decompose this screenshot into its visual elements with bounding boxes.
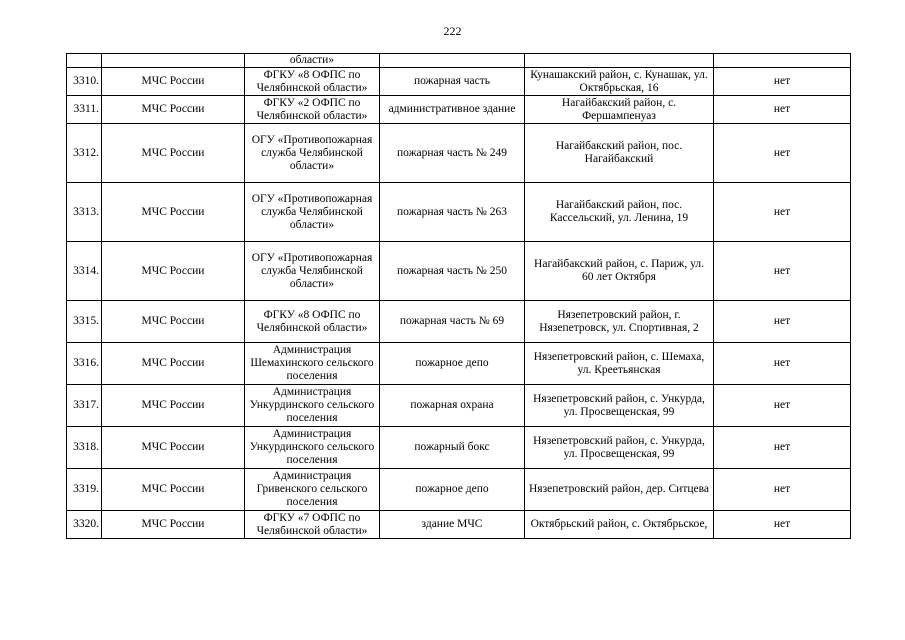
cell-agency: МЧС России	[102, 385, 245, 427]
cell-number	[67, 54, 102, 68]
cell-organization: Администрация Шемахинского сельского поселения	[245, 343, 380, 385]
table-row	[67, 511, 851, 539]
cell-object: пожарное депо	[380, 343, 525, 385]
cell-number: 3319.	[67, 469, 102, 511]
cell-object: пожарное депо	[380, 469, 525, 511]
cell-status: нет	[714, 343, 851, 385]
table-row	[67, 183, 851, 242]
cell-agency: МЧС России	[102, 511, 245, 539]
cell-object	[380, 54, 525, 68]
cell-status: нет	[714, 301, 851, 343]
cell-number: 3313.	[67, 183, 102, 242]
table-row	[67, 427, 851, 469]
cell-status: нет	[714, 511, 851, 539]
table-row	[67, 242, 851, 301]
cell-number: 3317.	[67, 385, 102, 427]
cell-status: нет	[714, 124, 851, 183]
cell-status: нет	[714, 96, 851, 124]
cell-address: Нагайбакский район, с. Париж, ул. 60 лет Октября	[525, 242, 714, 301]
cell-agency: МЧС России	[102, 68, 245, 96]
page-number: 222	[443, 24, 462, 38]
cell-agency: МЧС России	[102, 96, 245, 124]
cell-number: 3314.	[67, 242, 102, 301]
cell-address	[525, 54, 714, 68]
cell-number: 3311.	[67, 96, 102, 124]
table-row-continuation	[67, 54, 851, 68]
cell-organization: Администрация Гривенского сельского поселения	[245, 469, 380, 511]
table-row	[67, 301, 851, 343]
cell-object: пожарная часть	[380, 68, 525, 96]
cell-agency: МЧС России	[102, 427, 245, 469]
cell-number: 3320.	[67, 511, 102, 539]
cell-organization: Администрация Ункурдинского сельского поселения	[245, 385, 380, 427]
cell-agency: МЧС России	[102, 343, 245, 385]
cell-status: нет	[714, 183, 851, 242]
cell-object: пожарная часть № 263	[380, 183, 525, 242]
cell-address: Нязепетровский район, с. Ункурда, ул. Просвещенская, 99	[525, 427, 714, 469]
cell-address: Кунашакский район, с. Кунашак, ул. Октябрьская, 16	[525, 68, 714, 96]
table-row	[67, 68, 851, 96]
cell-object: административное здание	[380, 96, 525, 124]
cell-number: 3316.	[67, 343, 102, 385]
table-row	[67, 469, 851, 511]
cell-status: нет	[714, 242, 851, 301]
cell-object: пожарная часть № 69	[380, 301, 525, 343]
cell-address: Нагайбакский район, пос. Нагайбакский	[525, 124, 714, 183]
cell-address: Нязепетровский район, с. Шемаха, ул. Креетьянская	[525, 343, 714, 385]
cell-organization: Администрация Ункурдинского сельского поселения	[245, 427, 380, 469]
cell-organization: ОГУ «Противопожарная служба Челябинской области»	[245, 124, 380, 183]
cell-agency: МЧС России	[102, 242, 245, 301]
cell-organization: ОГУ «Противопожарная служба Челябинской области»	[245, 242, 380, 301]
cell-status: нет	[714, 469, 851, 511]
cell-number: 3315.	[67, 301, 102, 343]
table-row	[67, 385, 851, 427]
cell-address: Нязепетровский район, с. Ункурда, ул. Просвещенская, 99	[525, 385, 714, 427]
cell-status: нет	[714, 68, 851, 96]
cell-organization: ФГКУ «8 ОФПС по Челябинской области»	[245, 68, 380, 96]
cell-agency	[102, 54, 245, 68]
cell-agency: МЧС России	[102, 301, 245, 343]
cell-address: Нязепетровский район, дер. Ситцева	[525, 469, 714, 511]
cell-organization: области»	[245, 54, 380, 68]
registry-table	[66, 53, 851, 539]
cell-number: 3318.	[67, 427, 102, 469]
cell-number: 3310.	[67, 68, 102, 96]
cell-agency: МЧС России	[102, 183, 245, 242]
cell-object: пожарный бокс	[380, 427, 525, 469]
cell-address: Нагайбакский район, с. Фершампенуаз	[525, 96, 714, 124]
cell-object: пожарная часть № 250	[380, 242, 525, 301]
cell-address: Октябрьский район, с. Октябрьское,	[525, 511, 714, 539]
cell-object: пожарная часть № 249	[380, 124, 525, 183]
cell-organization: ОГУ «Противопожарная служба Челябинской области»	[245, 183, 380, 242]
cell-status: нет	[714, 385, 851, 427]
cell-agency: МЧС России	[102, 469, 245, 511]
cell-object: здание МЧС	[380, 511, 525, 539]
cell-organization: ФГКУ «8 ОФПС по Челябинской области»	[245, 301, 380, 343]
cell-organization: ФГКУ «2 ОФПС по Челябинской области»	[245, 96, 380, 124]
cell-organization: ФГКУ «7 ОФПС по Челябинской области»	[245, 511, 380, 539]
cell-number: 3312.	[67, 124, 102, 183]
table-row	[67, 124, 851, 183]
cell-status	[714, 54, 851, 68]
table-row	[67, 96, 851, 124]
cell-status: нет	[714, 427, 851, 469]
table-row	[67, 343, 851, 385]
cell-agency: МЧС России	[102, 124, 245, 183]
cell-address: Нагайбакский район, пос. Кассельский, ул. Ленина, 19	[525, 183, 714, 242]
cell-object: пожарная охрана	[380, 385, 525, 427]
cell-address: Нязепетровский район, г. Нязепетровск, ул. Спортивная, 2	[525, 301, 714, 343]
